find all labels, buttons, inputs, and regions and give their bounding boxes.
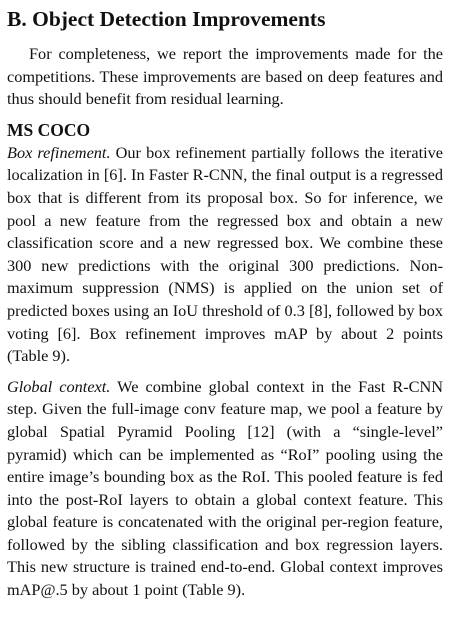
box-refinement-text: Our box refinement partially follows the iterative localization in [6]. In Faster R-CNN, the final output is a regressed box that is different from its proposal box. So for inference, we pool a new feature from the regressed box and obtain a new classification score and a new regressed box. We combine these 300 new predictions with the original 300 predictions. Non-maximum suppression (NMS) is applied on the union set of predicted boxes using an IoU threshold of 0.3 [8], followed by box voting [6]. Box refinement improves mAP by about 2 points (Table 9). bbox=[7, 142, 443, 366]
subsection-title: MS COCO bbox=[7, 119, 91, 140]
global-context-paragraph bbox=[7, 376, 443, 602]
global-context-text: We combine global context in the Fast R-CNN step. Given the full-image conv feature map, we pool a feature by global Spatial Pyramid Pooling [12] (with a “single-level” pyramid) which can be implemented as “RoI” pooling using the entire image’s bounding box as the RoI. This pooled feature is fed into the post-RoI layers to obtain a global context feature. This global feature is concatenated with the original per-region feature, followed by the sibling classification and box regression layers. This new structure is trained end-to-end. Global context improves mAP@.5 by about 1 point (Table 9). bbox=[7, 376, 444, 600]
section-title: B. Object Detection Improvements bbox=[7, 7, 326, 31]
box-refinement-paragraph bbox=[7, 142, 443, 368]
section-intro-paragraph: For completeness, we report the improvements made for the competitions. These improvements are based on deep features and thus should benefit from residual learning. bbox=[7, 44, 443, 109]
global-context-heading: Global context. bbox=[7, 376, 111, 396]
box-refinement-heading: Box refinement. bbox=[7, 142, 111, 162]
paper-page bbox=[7, 0, 443, 610]
